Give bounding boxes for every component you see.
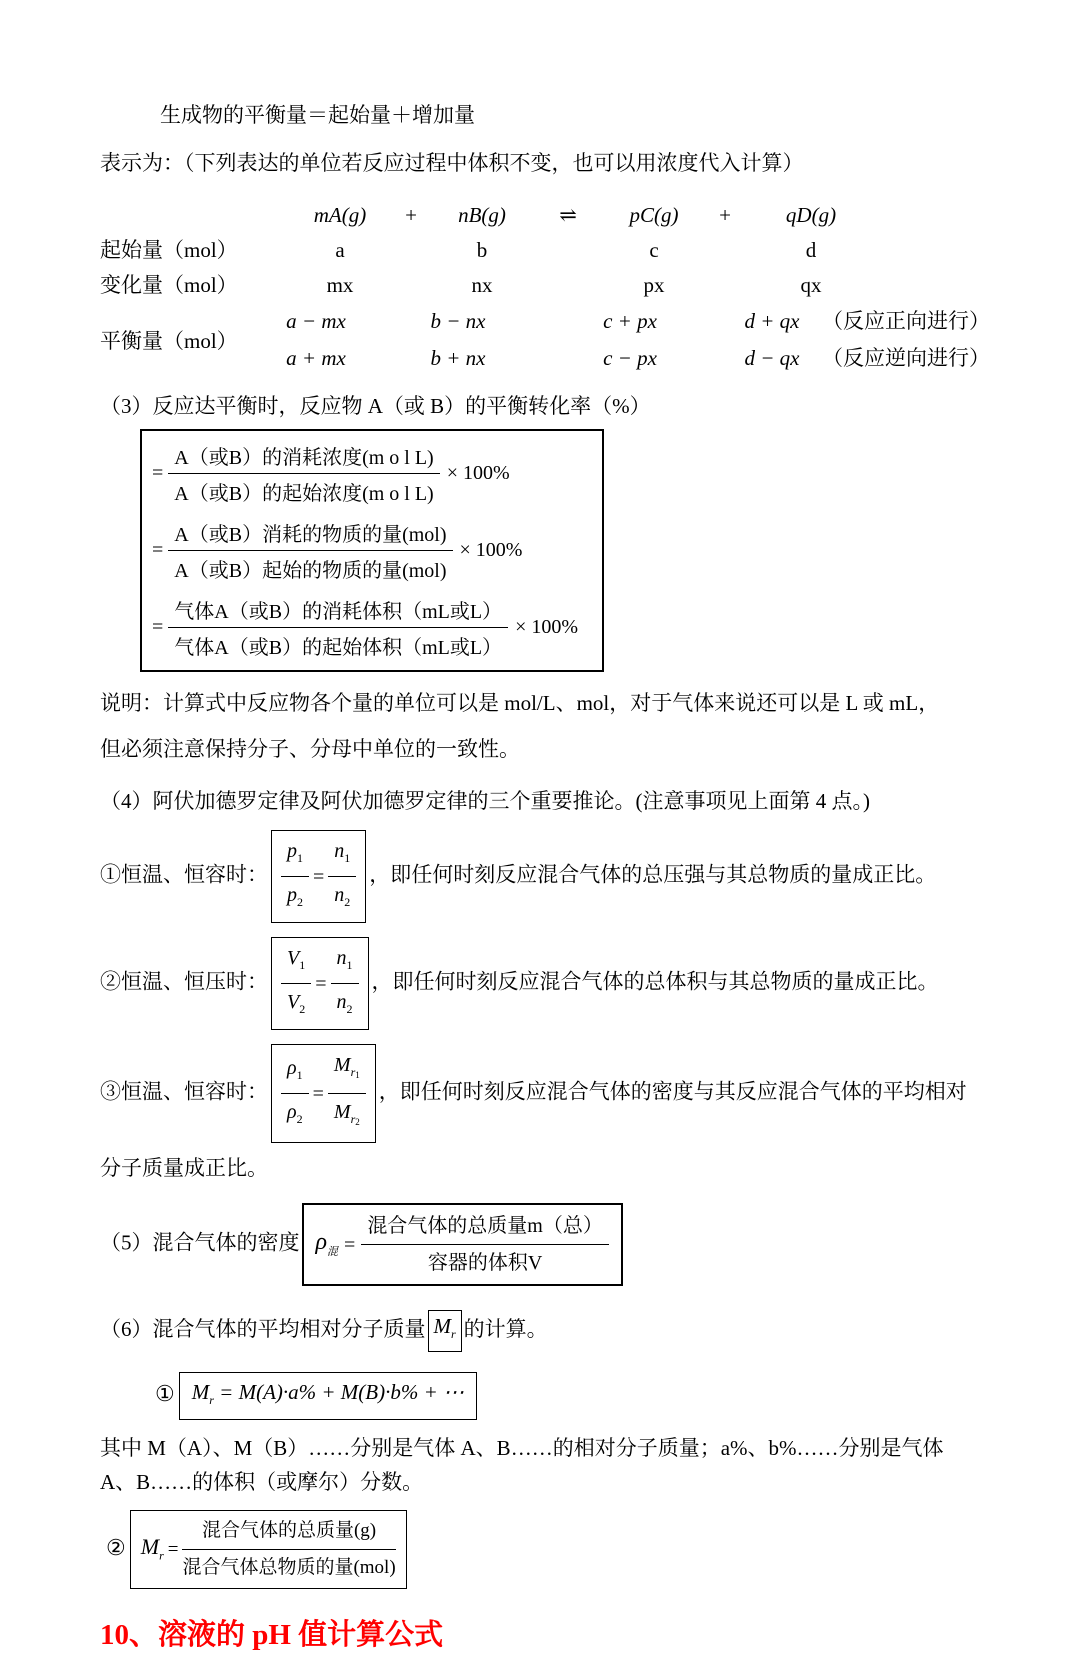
times-100-percent: × 100%: [446, 462, 510, 484]
left-fraction: [281, 943, 311, 1024]
times-100-percent: × 100%: [459, 539, 523, 561]
unit-note-line2: 但必须注意保持分子、分母中单位的一致性。: [100, 737, 520, 761]
change-amount-row: [100, 268, 990, 303]
fraction: [168, 595, 508, 660]
fraction-numerator: $\rho_1$: [281, 1053, 309, 1094]
fraction-denominator: A（或B）的起始浓度(m o l L): [174, 483, 434, 505]
fraction-numerator: A（或B）的消耗浓度(m o l L): [168, 441, 439, 474]
times-100-percent: × 100%: [515, 616, 579, 638]
fraction-numerator: $p_1$: [281, 836, 309, 877]
inference-3-continuation: 分子质量成正比。: [100, 1156, 268, 1180]
cell: a − mx: [286, 309, 346, 333]
fraction-denominator: $V_2$: [287, 991, 306, 1016]
equilibrium-arrow-icon: ⇌: [559, 203, 577, 227]
fraction-denominator: 气体A（或B）的起始体积（mL或L）: [174, 637, 503, 659]
equals-sign: =: [315, 972, 327, 995]
average-molar-mass-prefix: （6）混合气体的平均相对分子质量: [100, 1316, 426, 1341]
direction-note: （反应正向进行）: [822, 309, 990, 333]
cell: nx: [471, 273, 493, 297]
formula-marker: ②: [106, 1534, 126, 1560]
inference-3-prefix: ③恒温、恒容时：: [100, 1079, 268, 1104]
conversion-equation-2: [152, 518, 592, 583]
inference-1-description: ，即任何时刻反应混合气体的总压强与其总物质的量成正比。: [369, 862, 937, 887]
equals-sign: =: [167, 1538, 179, 1560]
left-fraction: [281, 1053, 309, 1134]
reaction-term-d: qD(g): [785, 203, 837, 227]
cell: px: [643, 273, 665, 297]
cell: c + px: [603, 309, 657, 333]
conversion-equation-3: [152, 595, 592, 660]
inference-2-prefix: ②恒温、恒压时：: [100, 969, 268, 994]
fraction-numerator: A（或B）消耗的物质的量(mol): [168, 518, 452, 551]
mr-fraction: [182, 1516, 395, 1583]
right-fraction: [331, 943, 359, 1024]
plus-sign: +: [719, 203, 731, 227]
formula-marker: ①: [155, 1381, 175, 1407]
equals-sign: =: [312, 1082, 324, 1105]
cell: d + qx: [744, 309, 800, 333]
row-label: 平衡量（mol）: [100, 329, 238, 353]
fraction-numerator: $M_{r1}$: [328, 1050, 366, 1094]
cell: b: [476, 238, 488, 262]
plus-sign: +: [405, 203, 417, 227]
conversion-equation-1: [152, 441, 592, 506]
mr-formula-2-box: [130, 1510, 407, 1589]
cell: a + mx: [286, 346, 346, 370]
density-fraction: [361, 1211, 609, 1278]
inference-1-prefix: ①恒温、恒容时：: [100, 862, 268, 887]
cell: qx: [800, 273, 822, 297]
fraction-denominator: $n_2$: [334, 884, 351, 909]
conversion-rate-formula-box: [140, 429, 604, 672]
cell: mx: [326, 273, 354, 297]
rho-symbol: $\rho_混$: [315, 1229, 339, 1258]
inference-2-description: ，即任何时刻反应混合气体的总体积与其总物质的量成正比。: [371, 969, 939, 994]
cell: b + nx: [430, 346, 486, 370]
inference-3-description: ，即任何时刻反应混合气体的密度与其反应混合气体的平均相对: [378, 1079, 967, 1104]
fraction-numerator: 混合气体的总质量m（总）: [361, 1211, 609, 1245]
right-fraction: [328, 1050, 366, 1137]
reaction-term-b: nB(g): [458, 203, 506, 227]
fraction-denominator: A（或B）起始的物质的量(mol): [174, 560, 447, 582]
equilibrium-relation-line: 生成物的平衡量＝起始量＋增加量: [160, 103, 475, 127]
average-molar-mass-suffix: 的计算。: [463, 1316, 548, 1341]
fraction-denominator: $n_2$: [336, 991, 353, 1016]
equals-sign: =: [152, 462, 164, 484]
fraction-denominator: 容器的体积V: [427, 1252, 543, 1274]
fraction-denominator: 混合气体总物质的量(mol): [182, 1557, 396, 1579]
fraction-numerator: $n_1$: [328, 836, 356, 877]
density-prefix: （5）混合气体的密度: [100, 1230, 300, 1255]
fraction-numerator: 气体A（或B）的消耗体积（mL或L）: [168, 595, 508, 628]
mr-formula-note-line2: A、B……的体积（或摩尔）分数。: [100, 1470, 424, 1495]
cell: d − qx: [744, 346, 800, 370]
cell: a: [335, 238, 345, 262]
equilibrium-values: [266, 303, 990, 377]
left-fraction: [281, 836, 309, 917]
reaction-term-a: mA(g): [313, 203, 367, 227]
equals-sign: =: [313, 865, 325, 888]
fraction-denominator: $\rho_2$: [287, 1101, 303, 1126]
mr-symbol: $M_r$: [140, 1534, 164, 1563]
inference-3: [100, 1044, 990, 1143]
equilibrium-amount-rows: [100, 303, 990, 377]
fraction: [168, 441, 439, 506]
equals-sign: =: [152, 616, 164, 638]
cell: c − px: [603, 346, 657, 370]
fraction-denominator: $p_2$: [287, 884, 303, 909]
expression-note-line: 表示为：（下列表达的单位若反应过程中体积不变，也可以用浓度代入计算）: [100, 151, 804, 175]
inference-2: [100, 937, 990, 1030]
reaction-header-row: [100, 198, 990, 233]
ratio-formula-box: [271, 937, 369, 1030]
mr-formula-1: [155, 1372, 990, 1420]
mr-symbol-box: $M_r$: [428, 1310, 462, 1352]
cell: b − nx: [430, 309, 486, 333]
unit-note-line1: 说明：计算式中反应物各个量的单位可以是 mol/L、mol，对于气体来说还可以是 L 或 mL，: [100, 691, 940, 715]
mr-formula-1-box: $M_r = M(A)\cdot a\% + M(B)\cdot b\%$ + ⋯: [179, 1372, 477, 1420]
density-line: [100, 1203, 990, 1286]
ratio-formula-box: [271, 830, 366, 923]
row-label: 变化量（mol）: [100, 273, 238, 297]
fraction-denominator: $M_{r2}$: [333, 1101, 360, 1127]
section3-title: （3）反应达平衡时，反应物 A（或 B）的平衡转化率（%）: [100, 394, 651, 418]
cell: c: [649, 238, 659, 262]
start-amount-row: [100, 233, 990, 268]
fraction-numerator: $n_1$: [331, 943, 359, 984]
section10-heading: 10、溶液的 pH 值计算公式: [100, 1619, 444, 1652]
fraction-numerator: 混合气体的总质量(g): [182, 1516, 395, 1550]
mr-formula-note-line1: 其中 M（A）、M（B）……分别是气体 A、B……的相对分子质量；a%、b%……分别是气体: [100, 1436, 944, 1461]
fraction-numerator: $V_1$: [281, 943, 311, 984]
equals-sign: =: [152, 539, 164, 561]
reaction-equation-table: [100, 198, 990, 377]
section4-title: （4）阿伏加德罗定律及阿伏加德罗定律的三个重要推论。(注意事项见上面第 4 点。): [100, 789, 870, 813]
row-label: 起始量（mol）: [100, 238, 238, 262]
average-molar-mass-line: [100, 1310, 990, 1352]
forward-row: [266, 303, 990, 340]
right-fraction: [328, 836, 356, 917]
reaction-term-c: pC(g): [629, 203, 679, 227]
ratio-formula-box: [271, 1044, 376, 1143]
cell: d: [805, 238, 817, 262]
equals-sign: =: [344, 1233, 356, 1256]
fraction: [168, 518, 452, 583]
density-formula-box: [302, 1203, 623, 1286]
direction-note: （反应逆向进行）: [822, 346, 990, 370]
mr-formula-2: [106, 1510, 990, 1589]
inference-1: [100, 830, 990, 923]
reverse-row: [266, 340, 990, 377]
